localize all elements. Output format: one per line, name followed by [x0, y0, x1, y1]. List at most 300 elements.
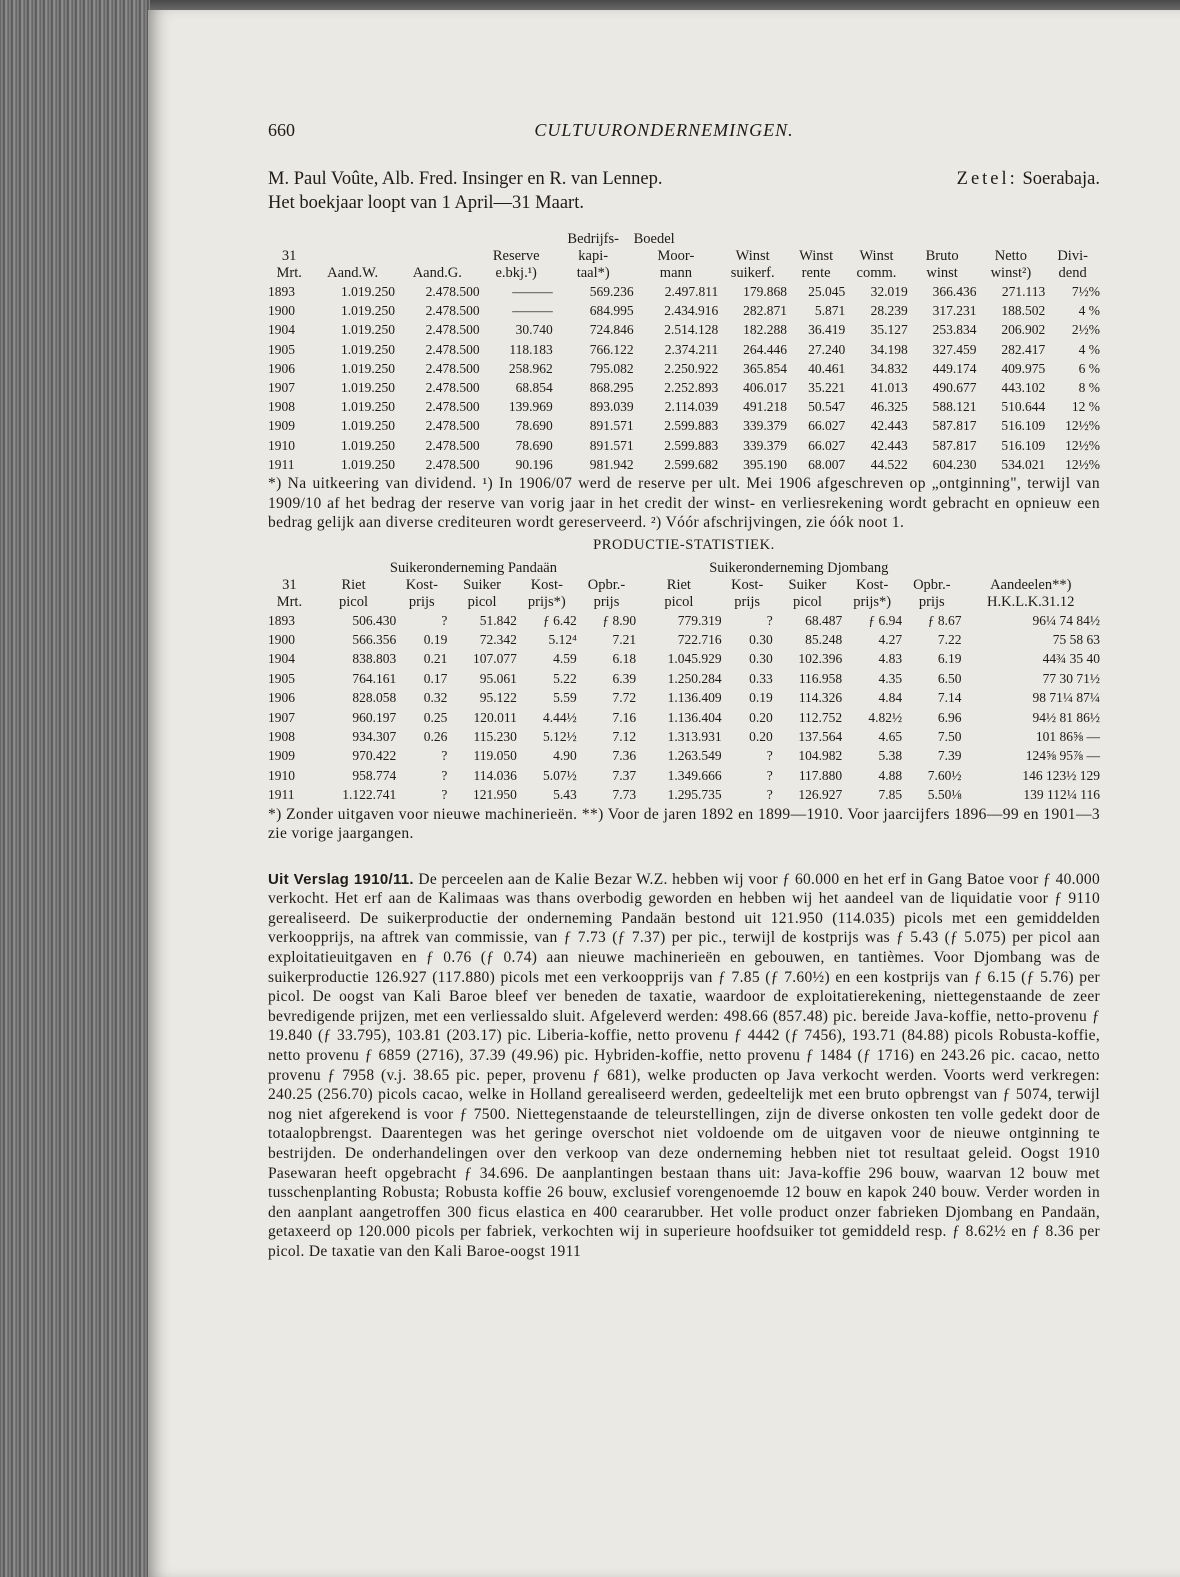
value-cell: 182.288 — [743, 322, 788, 338]
value-cell: 115.230 — [473, 728, 517, 744]
value-cell: 4.35 — [878, 670, 903, 686]
column-header-top: Moor- — [657, 248, 695, 264]
value-cell: 35.127 — [870, 322, 908, 338]
page-number: 660 — [268, 120, 295, 140]
column-header: mann — [659, 265, 693, 281]
value-cell: 28.239 — [870, 303, 908, 319]
value-cell: 68.854 — [515, 380, 553, 396]
value-cell: 891.571 — [589, 418, 634, 434]
value-cell: 2.478.500 — [425, 418, 480, 434]
value-cell: 395.190 — [743, 456, 788, 472]
directors-line — [268, 167, 1100, 191]
value-cell: 2.374.211 — [664, 341, 719, 357]
value-cell: ——— — [512, 303, 553, 319]
value-cell: 516.109 — [1001, 418, 1046, 434]
value-cell: ƒ 8.90 — [602, 612, 637, 628]
value-cell: 51.842 — [479, 612, 517, 628]
value-cell: 8 % — [1078, 380, 1100, 396]
column-header-top: Bruto — [925, 248, 959, 264]
value-cell: 2.478.500 — [425, 399, 480, 415]
production-row — [268, 766, 1100, 785]
value-cell: 7.22 — [937, 631, 962, 647]
value-cell: 1.136.404 — [667, 709, 722, 725]
column-header: prijs — [918, 593, 945, 610]
value-cell: ? — [766, 767, 773, 783]
value-cell: 42.443 — [870, 418, 908, 434]
year-cell: 1906 — [268, 690, 295, 706]
value-cell: 1.019.250 — [340, 303, 395, 319]
value-cell: 282.871 — [743, 303, 788, 319]
value-cell: 66.027 — [808, 418, 846, 434]
value-cell: 12½% — [1065, 456, 1100, 472]
value-cell: 506.430 — [352, 612, 397, 628]
running-title: CULTUURONDERNEMINGEN. — [534, 120, 794, 140]
value-cell: 7.72 — [612, 690, 637, 706]
value-cell: 339.379 — [743, 437, 788, 453]
year-cell: 1907 — [268, 709, 295, 725]
column-header-top: Kost- — [530, 576, 563, 593]
year-cell: 1905 — [268, 341, 295, 357]
value-cell: 5.50⅛ — [927, 787, 962, 803]
column-header-top: Winst — [859, 248, 894, 264]
column-header-top: Opbr.- — [587, 576, 626, 593]
production-row — [268, 630, 1100, 649]
value-cell: 4.83 — [878, 651, 903, 667]
production-row — [268, 649, 1100, 668]
value-cell: 2.478.500 — [425, 380, 480, 396]
value-cell: 0.17 — [423, 670, 448, 686]
value-cell: 566.356 — [352, 631, 397, 647]
value-cell: 491.218 — [743, 399, 788, 415]
value-cell: 7.50 — [937, 728, 962, 744]
value-cell: 6 % — [1078, 360, 1100, 376]
value-cell: 5.07½ — [543, 767, 577, 783]
value-cell: 958.774 — [352, 767, 397, 783]
value-cell: 4.59 — [553, 651, 577, 667]
value-cell: 970.422 — [352, 748, 397, 764]
value-cell: 137.564 — [798, 728, 843, 744]
seat-label: Zetel: — [956, 169, 1018, 189]
year-cell: 1905 — [268, 670, 295, 686]
column-header: winst²) — [990, 265, 1032, 281]
value-cell: ? — [441, 767, 448, 783]
value-cell: 7.16 — [612, 709, 637, 725]
value-cell: 2.599.682 — [664, 456, 719, 472]
value-cell: 42.443 — [870, 437, 908, 453]
value-cell: 124⅝ 95⅞ — — [1025, 748, 1100, 764]
value-cell: 1.019.250 — [340, 380, 395, 396]
value-cell: 779.319 — [677, 612, 722, 628]
value-cell: 722.716 — [677, 631, 722, 647]
production-row — [268, 611, 1100, 630]
column-header-top — [395, 248, 480, 265]
value-cell: 146 123½ 129 — [1022, 767, 1100, 783]
value-cell: 0.32 — [423, 690, 448, 706]
value-cell: 5.12⁴ — [548, 631, 577, 647]
value-cell: 490.677 — [932, 380, 977, 396]
value-cell: 868.295 — [589, 380, 634, 396]
value-cell: 120.011 — [473, 709, 517, 725]
value-cell: ƒ 6.94 — [868, 612, 903, 628]
column-header-top: Riet — [666, 576, 691, 593]
group-djombang: Suikeronderneming Djombang — [709, 559, 889, 576]
value-cell: 119.050 — [473, 748, 517, 764]
value-cell: 934.307 — [352, 728, 397, 744]
value-cell: 7.37 — [612, 767, 637, 783]
value-cell: 188.502 — [1001, 303, 1046, 319]
value-cell: 34.832 — [870, 360, 908, 376]
value-cell: 44.522 — [870, 456, 908, 472]
company-intro — [268, 167, 1100, 215]
column-header: picol — [467, 593, 497, 610]
value-cell: 1.349.666 — [667, 767, 722, 783]
value-cell: 0.30 — [749, 651, 773, 667]
value-cell: 2.434.916 — [664, 303, 719, 319]
value-cell: 2.478.500 — [425, 284, 480, 299]
value-cell: 66.027 — [808, 437, 846, 453]
value-cell: 282.417 — [1001, 341, 1046, 357]
value-cell: 7.21 — [612, 631, 637, 647]
value-cell: 828.058 — [352, 690, 397, 706]
value-cell: ƒ 6.42 — [543, 612, 577, 628]
finance-row — [268, 359, 1100, 378]
value-cell: 1.019.250 — [340, 360, 395, 376]
value-cell: 5.12½ — [543, 728, 577, 744]
value-cell: 510.644 — [1001, 399, 1046, 415]
value-cell: 2½% — [1071, 322, 1100, 338]
value-cell: 0.25 — [423, 709, 448, 725]
value-cell: 46.325 — [870, 399, 908, 415]
column-header: rente — [801, 265, 831, 281]
value-cell: 258.962 — [508, 360, 553, 376]
year-cell: 1910 — [268, 437, 295, 453]
page-content — [268, 120, 1100, 1261]
year-cell: 1904 — [268, 651, 295, 667]
column-header-top: Aandeelen**) — [990, 576, 1072, 593]
value-cell: ? — [766, 612, 773, 628]
value-cell: 0.30 — [749, 631, 773, 647]
column-header-top — [310, 248, 395, 265]
value-cell: 101 86⅝ — — [1035, 728, 1100, 744]
value-cell: 406.017 — [743, 380, 788, 396]
value-cell: 587.817 — [932, 418, 977, 434]
production-row — [268, 688, 1100, 707]
value-cell: 2.599.883 — [664, 437, 719, 453]
value-cell: 5.43 — [553, 787, 577, 803]
column-header: taal*) — [576, 265, 610, 281]
value-cell: 838.803 — [352, 651, 397, 667]
value-cell: 327.459 — [932, 341, 977, 357]
value-cell: 4.44½ — [543, 709, 577, 725]
finance-table — [268, 231, 1100, 474]
value-cell: 2.478.500 — [425, 303, 480, 319]
value-cell: 7.39 — [937, 748, 962, 764]
book-page — [148, 10, 1180, 1577]
value-cell: 1.019.250 — [340, 284, 395, 299]
value-cell: 1.019.250 — [340, 418, 395, 434]
value-cell: 893.039 — [589, 399, 634, 415]
value-cell: 126.927 — [798, 787, 843, 803]
column-header: Mrt. — [276, 265, 302, 281]
value-cell: 27.240 — [808, 341, 846, 357]
value-cell: 2.252.893 — [664, 380, 719, 396]
value-cell: 449.174 — [932, 360, 977, 376]
value-cell: 4 % — [1078, 341, 1100, 357]
header-bedrijfs: Bedrijfs- — [567, 231, 619, 247]
value-cell: 104.982 — [798, 748, 843, 764]
column-header-top: Kost- — [405, 576, 438, 593]
value-cell: 5.22 — [553, 670, 577, 686]
value-cell: 1.019.250 — [340, 322, 395, 338]
year-cell: 1911 — [268, 787, 295, 803]
value-cell: 78.690 — [515, 418, 553, 434]
year-cell: 1908 — [268, 728, 295, 744]
value-cell: ——— — [512, 284, 553, 299]
value-cell: 6.96 — [937, 709, 962, 725]
production-title: PRODUCTIE-STATISTIEK. — [593, 536, 775, 553]
value-cell: 339.379 — [743, 418, 788, 434]
value-cell: 317.231 — [932, 303, 977, 319]
value-cell: 4.88 — [878, 767, 903, 783]
column-header: Aand.W. — [327, 265, 379, 281]
column-header-top: kapi- — [578, 248, 609, 264]
finance-row — [268, 320, 1100, 339]
year-cell: 1893 — [268, 612, 295, 628]
value-cell: 4 % — [1078, 303, 1100, 319]
value-cell: 795.082 — [589, 360, 634, 376]
value-cell: 587.817 — [932, 437, 977, 453]
column-header-top: Reserve — [492, 248, 540, 264]
finance-row — [268, 397, 1100, 416]
value-cell: 102.396 — [798, 651, 843, 667]
value-cell: 50.547 — [808, 399, 846, 415]
value-cell: 112.752 — [798, 709, 843, 725]
value-cell: 766.122 — [589, 341, 634, 357]
value-cell: 2.114.039 — [664, 399, 719, 415]
value-cell: 516.109 — [1001, 437, 1046, 453]
value-cell: 6.39 — [612, 670, 637, 686]
column-header: prijs — [408, 593, 435, 610]
value-cell: 1.019.250 — [340, 399, 395, 415]
column-header-top: Kost- — [731, 576, 764, 593]
column-header-top: Netto — [994, 248, 1027, 264]
finance-row — [268, 378, 1100, 397]
value-cell: 1.019.250 — [340, 341, 395, 357]
column-header: e.bkj.¹) — [495, 265, 537, 281]
finance-header-row-1 — [268, 248, 1100, 265]
value-cell: 569.236 — [589, 284, 634, 299]
column-header-top: Suiker — [463, 576, 502, 593]
value-cell: 139.969 — [508, 399, 553, 415]
value-cell: 366.436 — [932, 284, 977, 299]
value-cell: 1.136.409 — [667, 690, 722, 706]
column-header: prijs*) — [527, 593, 566, 610]
value-cell: 7.85 — [878, 787, 903, 803]
value-cell: 5.38 — [878, 748, 903, 764]
production-row — [268, 727, 1100, 746]
value-cell: 409.975 — [1001, 360, 1046, 376]
value-cell: 2.599.883 — [664, 418, 719, 434]
value-cell: 98 71¼ 87¼ — [1032, 690, 1100, 706]
value-cell: 0.20 — [749, 728, 773, 744]
value-cell: 960.197 — [352, 709, 397, 725]
value-cell: 1.122.741 — [342, 787, 397, 803]
value-cell: 5.871 — [814, 303, 846, 319]
column-header-top: 31 — [282, 576, 297, 593]
year-cell: 1904 — [268, 322, 295, 338]
value-cell: 2.497.811 — [664, 284, 719, 299]
header-boedel: Boedel — [633, 231, 675, 247]
value-cell: 78.690 — [515, 437, 553, 453]
value-cell: 1.295.735 — [667, 787, 722, 803]
column-header: Mrt. — [276, 593, 303, 610]
value-cell: 179.868 — [743, 284, 788, 299]
year-cell: 1910 — [268, 767, 295, 783]
value-cell: 90.196 — [515, 456, 553, 472]
value-cell: 35.221 — [808, 380, 846, 396]
value-cell: ? — [441, 612, 448, 628]
column-header: picol — [792, 593, 822, 610]
production-row — [268, 785, 1100, 804]
column-header-top: Divi- — [1057, 248, 1088, 264]
value-cell: 2.514.128 — [664, 322, 719, 338]
value-cell: 443.102 — [1001, 380, 1046, 396]
production-group-header — [268, 560, 1100, 577]
column-header: prijs*) — [853, 593, 892, 610]
report-lead: Uit Verslag 1910/11. — [268, 870, 414, 888]
value-cell: 6.50 — [937, 670, 962, 686]
book-page-edges — [0, 0, 150, 1577]
value-cell: 139 112¼ 116 — [1023, 787, 1100, 803]
column-header-top: Winst — [799, 248, 834, 264]
finance-row — [268, 416, 1100, 435]
value-cell: 2.478.500 — [425, 360, 480, 376]
value-cell: 40.461 — [808, 360, 846, 376]
value-cell: 117.880 — [798, 767, 843, 783]
production-row — [268, 669, 1100, 688]
column-header: prijs — [734, 593, 761, 610]
value-cell: 0.20 — [749, 709, 773, 725]
value-cell: 4.84 — [878, 690, 903, 706]
value-cell: 981.942 — [589, 456, 634, 472]
value-cell: 25.045 — [808, 284, 846, 299]
seat — [957, 167, 1100, 191]
value-cell: 588.121 — [932, 399, 977, 415]
value-cell: ? — [766, 787, 773, 803]
column-header: picol — [664, 593, 694, 610]
value-cell: 2.250.922 — [664, 360, 719, 376]
value-cell: 96¼ 74 84½ — [1032, 612, 1100, 628]
group-pandaan: Suikeronderneming Pandaän — [389, 559, 557, 576]
value-cell: 4.65 — [878, 728, 903, 744]
value-cell: 7.36 — [612, 748, 637, 764]
finance-header-top — [268, 231, 1100, 248]
column-header: prijs — [593, 593, 620, 610]
value-cell: 0.33 — [749, 670, 773, 686]
seat-value: Soerabaja. — [1022, 169, 1100, 189]
value-cell: 68.487 — [805, 612, 843, 628]
production-table — [268, 560, 1100, 805]
column-header: dend — [1058, 265, 1087, 281]
value-cell: 2.478.500 — [425, 456, 480, 472]
value-cell: 30.740 — [515, 322, 553, 338]
value-cell: 1.019.250 — [340, 456, 395, 472]
value-cell: 12½% — [1065, 418, 1100, 434]
value-cell: 6.19 — [937, 651, 962, 667]
value-cell: 365.854 — [743, 360, 788, 376]
column-header-top: Winst — [735, 248, 770, 264]
year-cell: 1908 — [268, 399, 295, 415]
value-cell: 85.248 — [805, 631, 843, 647]
value-cell: 12½% — [1065, 437, 1100, 453]
value-cell: 2.478.500 — [425, 341, 480, 357]
year-cell: 1909 — [268, 418, 295, 434]
page-header — [268, 120, 1100, 141]
value-cell: 7.12 — [612, 728, 637, 744]
value-cell: 1.045.929 — [667, 651, 722, 667]
value-cell: 121.950 — [472, 787, 517, 803]
finance-row — [268, 340, 1100, 359]
value-cell: 764.161 — [352, 670, 397, 686]
annual-report — [268, 870, 1100, 1262]
column-header-top: Suiker — [788, 576, 827, 593]
year-cell: 1911 — [268, 456, 295, 472]
column-header: Aand.G. — [412, 265, 462, 281]
value-cell: 7½% — [1071, 284, 1100, 299]
value-cell: 891.571 — [589, 437, 634, 453]
value-cell: 5.59 — [553, 690, 577, 706]
year-cell: 1906 — [268, 360, 295, 376]
production-table-body — [268, 611, 1100, 805]
value-cell: ? — [766, 748, 773, 764]
value-cell: 36.419 — [808, 322, 846, 338]
year-cell: 1907 — [268, 380, 295, 396]
value-cell: 4.90 — [553, 748, 577, 764]
value-cell: 2.478.500 — [425, 437, 480, 453]
finance-table-body — [268, 282, 1100, 474]
value-cell: 7.60½ — [927, 767, 962, 783]
value-cell: 0.21 — [423, 651, 448, 667]
value-cell: 6.18 — [612, 651, 637, 667]
year-cell: 1893 — [268, 284, 295, 299]
production-row — [268, 708, 1100, 727]
value-cell: 95.061 — [479, 670, 517, 686]
value-cell: 2.478.500 — [425, 322, 480, 338]
value-cell: 604.230 — [932, 456, 977, 472]
value-cell: 114.326 — [798, 690, 843, 706]
finance-row — [268, 455, 1100, 474]
finance-notes: *) Na uitkeering van dividend. ¹) In 1906/07 werd de reserve per ult. Mei 1906 afgeschreven op „ontginning", terwijl van 1909/10 af het bedrag der reserve van vorig jaar in het credit der winst- en verliesrekening wordt gebracht en opnieuw een bedrag gelijk aan diverse crediteuren wordt gereserveerd. ²) Vóór afschrijvingen, zie óók noot 1. — [268, 475, 1100, 532]
value-cell: 1.313.931 — [667, 728, 722, 744]
value-cell: 0.26 — [423, 728, 448, 744]
value-cell: 1.250.284 — [667, 670, 722, 686]
value-cell: 44¾ 35 40 — [1042, 651, 1100, 667]
value-cell: 32.019 — [870, 284, 908, 299]
value-cell: 1.019.250 — [340, 437, 395, 453]
value-cell: 72.342 — [479, 631, 517, 647]
value-cell: 206.902 — [1001, 322, 1046, 338]
column-header: H.K.L.K.31.12 — [987, 593, 1075, 610]
value-cell: 0.19 — [423, 631, 448, 647]
value-cell: 534.021 — [1001, 456, 1046, 472]
finance-header-row-2 — [268, 265, 1100, 282]
value-cell: ? — [441, 748, 448, 764]
directors: M. Paul Voûte, Alb. Fred. Insinger en R. van Lennep. — [268, 169, 663, 189]
value-cell: 94½ 81 86½ — [1032, 709, 1100, 725]
value-cell: 107.077 — [472, 651, 517, 667]
column-header: winst — [926, 265, 958, 281]
value-cell: 116.958 — [798, 670, 843, 686]
